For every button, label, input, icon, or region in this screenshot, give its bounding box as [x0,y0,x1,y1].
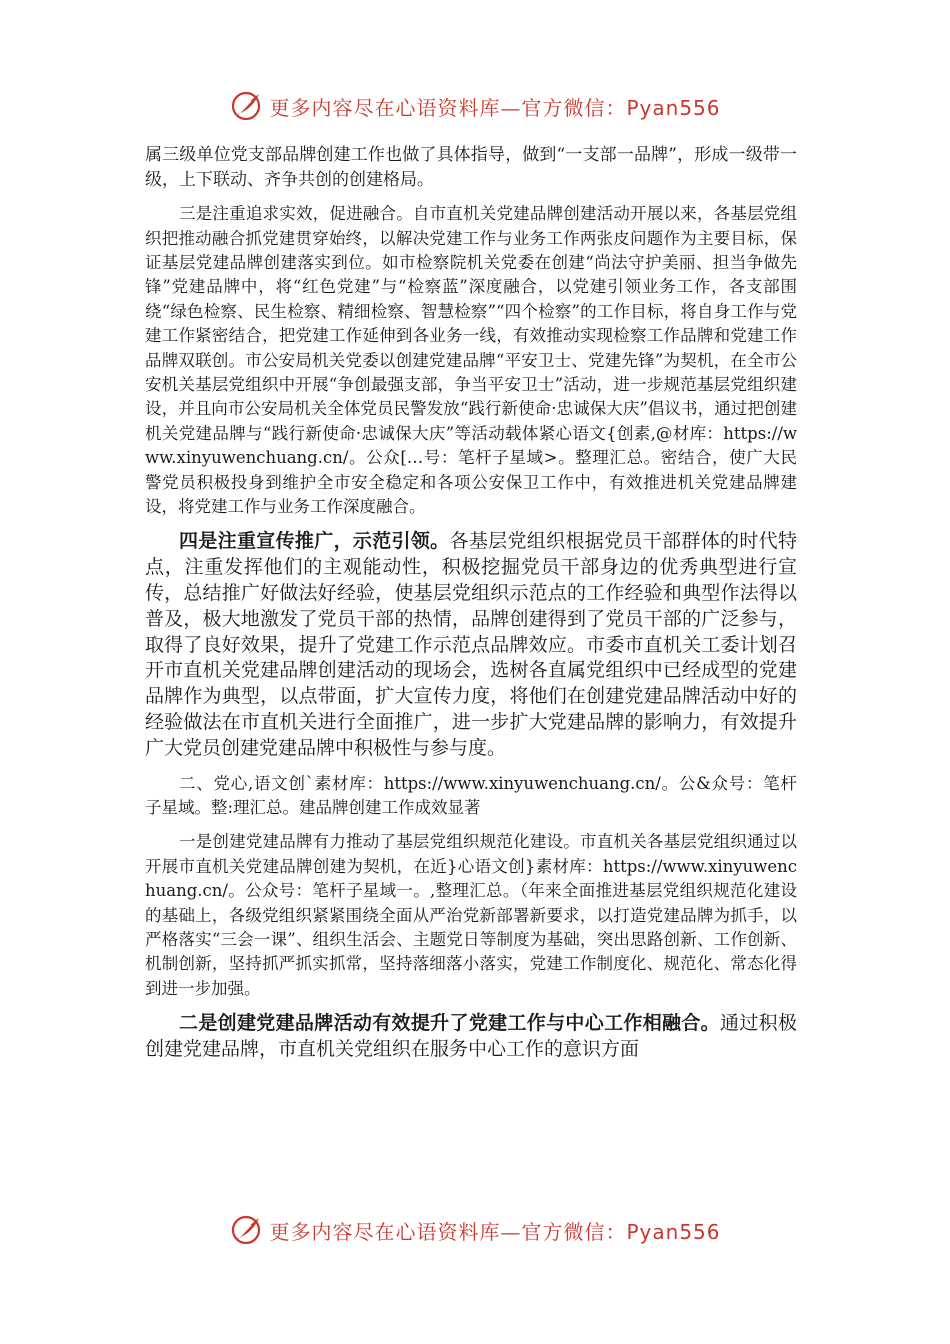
paragraph: 三是注重追求实效，促进融合。自市直机关党建品牌创建活动开展以来，各基层党组织把推动融合抓党建贯穿始终，以解决党建工作与业务工作两张皮问题作为主要目标，保证基层党建品牌创建落实到位。如市检察院机关党委在创建“尚法守护美丽、担当争做先锋”党建品牌中，将“红色党建”与“检察蓝”深度融合，以党建引领业务工作，各支部围绕“绿色检察、民生检察、精细检察、智慧检察”“四个检察”的工作目标，将自身工作与党建工作紧密结合，把党建工作延伸到各业务一线，有效推动实现检察工作品牌和党建工作品牌双联创。市公安局机关党委以创建党建品牌“平安卫士、党建先锋”为契机，在全市公安机关基层党组织中开展“争创最强支部，争当平安卫士”活动，进一步规范基层党组织建设，并且向市公安局机关全体党员民警发放“践行新使命·忠诚保大庆”倡议书，通过把创建机关党建品牌与“践行新使命·忠诚保大庆”等活动载体紧心语文{创素,@材库：https://www.xinyuwenchuang.cn/。公众[…号：笔杆子星域>。整理汇总。密结合，使广大民警党员积极投身到维护全市安全稳定和各项公安保卫工作中，有效推进机关党建品牌建设，将党建工作与业务工作深度融合。 [145,204,797,517]
paragraph: 二是创建党建品牌活动有效提升了党建工作与中心工作相融合。通过积极创建党建品牌，市直机关党组织在服务中心工作的意识方面 [145,1012,797,1061]
quill-seal-icon [229,89,263,123]
banner-text: 更多内容尽在心语资料库—官方微信：Pyan556 [269,1219,721,1244]
banner-text: 更多内容尽在心语资料库—官方微信：Pyan556 [269,95,721,120]
paragraph: 四是注重宣传推广，示范引领。各基层党组织根据党员干部群体的时代特点，注重发挥他们的主观能动性，积极挖掘党员干部身边的优秀典型进行宣传，总结推广好做法好经验，使基层党组织示范点的工作经验和典型作法得以普及，极大地激发了党员干部的热情，品牌创建得到了党员干部的广泛参与，取得了良好效果，提升了党建工作示范点品牌效应。市委市直机关工委计划召开市直机关党建品牌创建活动的现场会，选树各直属党组织中已经成型的党建品牌作为典型，以点带面，扩大宣传力度，将他们在创建党建品牌活动中好的经验做法在市直机关进行全面推广，进一步扩大党建品牌的影响力，有效提升广大党员创建党建品牌中积极性与参与度。 [145,530,797,759]
paragraph-lead: 二是创建党建品牌活动有效提升了党建工作与中心工作相融合。 [179,1012,721,1035]
paragraph: 二、党心,语文创`素材库：https://www.xinyuwenchuang.cn/。公&众号：笔杆子星域。整:理汇总。建品牌创建工作成效显著 [145,773,797,818]
paragraph: 属三级单位党支部品牌创建工作也做了具体指导，做到“一支部一品牌”，形成一级带一级，上下联动、齐争共创的创建格局。 [145,145,797,190]
document-body [145,143,797,1073]
quill-seal-icon [229,1213,263,1247]
paragraph: 一是创建党建品牌有力推动了基层党组织规范化建设。市直机关各基层党组织通过以开展市直机关党建品牌创建为契机，在近}心语文创}素材库：https://www.xinyuwenchuang.cn/。公众号：笔杆子星域一。,整理汇总。（年来全面推进基层党组织规范化建设的基础上，各级党组织紧紧围绕全面从严治党新部署新要求，以打造党建品牌为抓手，以严格落实“三会一课”、组织生活会、主题党日等制度为基础，突出思路创新、工作创新、机制创新，坚持抓严抓实抓常，坚持落细落小落实，党建工作制度化、规范化、常态化得到进一步加强。 [145,832,797,998]
footer-banner [0,1210,950,1250]
paragraph-lead: 四是注重宣传推广，示范引领。 [179,530,450,553]
header-banner [0,86,950,126]
wechat-id: Pyan556 [626,1219,721,1244]
wechat-id: Pyan556 [626,95,721,120]
